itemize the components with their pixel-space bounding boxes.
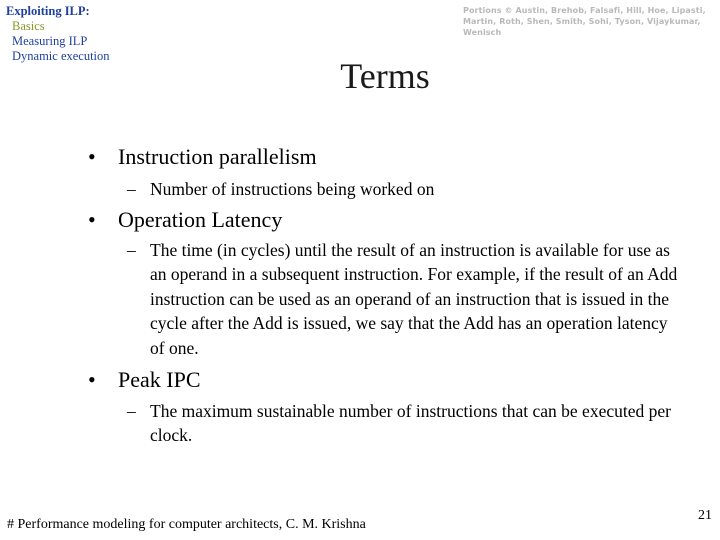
page-number: 21 [698, 508, 712, 523]
footer-text: # Performance modeling for computer architects, [7, 517, 283, 532]
credits-text: Portions © Austin, Brehob, Falsafi, Hill, Hoe, Lipasti, Martin, Roth, Shen, Smith, Sohi, Tyson, Vijaykumar, Wenisch [463, 6, 706, 37]
bullet-label: Instruction parallelism [118, 144, 317, 169]
sub-bullet-text: The maximum sustainable number of instructions that can be executed per clock. [150, 401, 671, 446]
sub-bullet-text: The time (in cycles) until the result of an instruction is available for use as an operand in a subsequent instruction. For example, if the result of an Add instruction can be used as an operand of an instruction that is issued in the cycle after the Add is issued, we say that the Add has an operation latency of one. [150, 240, 678, 358]
nav-item-basics[interactable]: Basics [12, 19, 45, 33]
sub-bullet-peak-ipc [127, 399, 687, 448]
bullet-label: Peak IPC [118, 367, 201, 392]
footer [7, 517, 366, 533]
slide-title: Terms [340, 56, 430, 96]
nav-item-measuring-ilp[interactable]: Measuring ILP [12, 34, 88, 48]
nav-title: Exploiting ILP: [6, 4, 90, 18]
bullet-label: Operation Latency [118, 207, 283, 232]
sub-bullet-dash: – [127, 240, 136, 260]
bullet-dot: • [88, 144, 96, 169]
nav-item-dynamic-execution[interactable]: Dynamic execution [12, 49, 110, 63]
footer-author: C. M. Krishna [285, 517, 366, 532]
bullet-instruction-parallelism [88, 145, 317, 169]
sub-bullet-text: Number of instructions being worked on [150, 179, 435, 199]
sub-bullet-dash: – [127, 179, 136, 199]
bullet-peak-ipc [88, 368, 201, 392]
sub-bullet-instruction-parallelism [127, 177, 687, 201]
bullet-dot: • [88, 207, 96, 232]
sub-bullet-operation-latency [127, 238, 687, 360]
bullet-operation-latency [88, 208, 282, 232]
sub-bullet-dash: – [127, 401, 136, 421]
bullet-dot: • [88, 367, 96, 392]
